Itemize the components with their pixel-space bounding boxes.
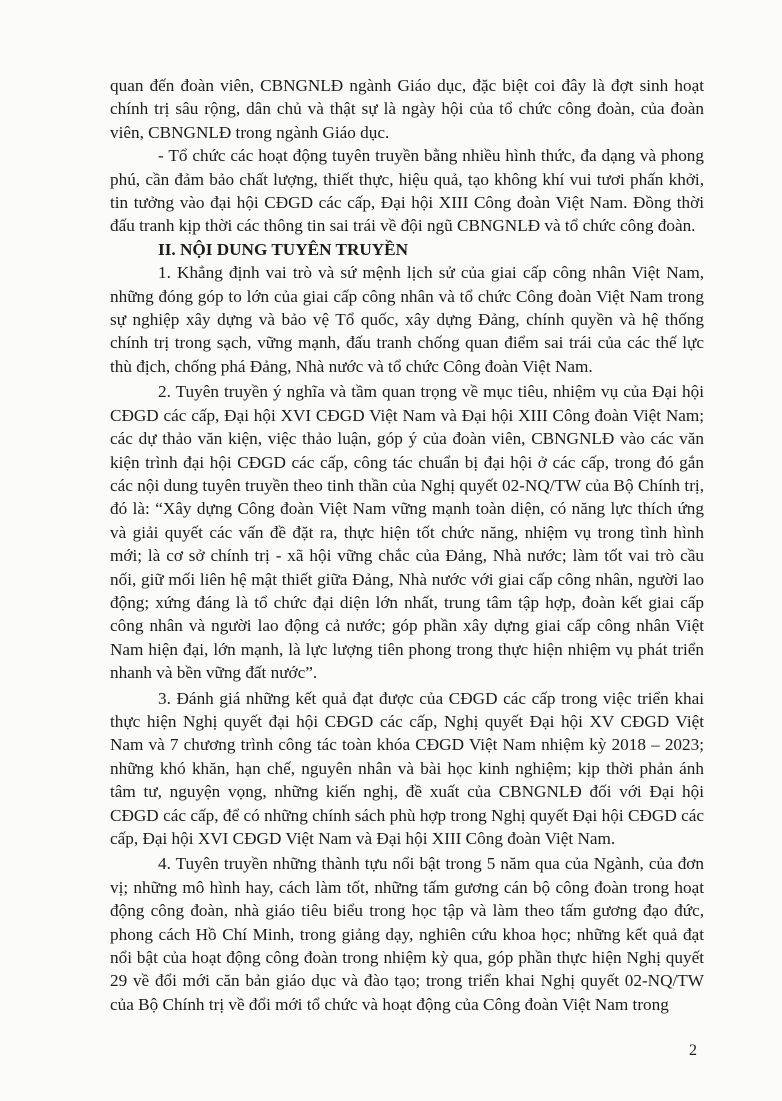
paragraph-continuation: quan đến đoàn viên, CBNGNLĐ ngành Giáo dục, đặc biệt coi đây là đợt sinh hoạt chính trị sâu rộng, dân chủ và thật sự là ngày hội của tổ chức công đoàn, của đoàn viên, CBNGNLĐ trong ngành Giáo dục. (110, 76, 704, 142)
paragraph-item-3: 3. Đánh giá những kết quả đạt được của CĐGD các cấp trong việc triển khai thực hiện Nghị quyết đại hội CĐGD các cấp, Nghị quyết Đại hội XV CĐGD Việt Nam và 7 chương trình công tác toàn khóa CĐGD Việt Nam nhiệm kỳ 2018 – 2023; những khó khăn, hạn chế, nguyên nhân và bài học kinh nghiệm; kịp thời phản ánh tâm tư, nguyện vọng, những kiến nghị, đề xuất của CBNGNLĐ đối với Đại hội CĐGD các cấp, để có những chính sách phù hợp trong Nghị quyết Đại hội CĐGD các cấp, Đại hội XVI CĐGD Việt Nam và Đại hội XIII Công đoàn Việt Nam. (110, 688, 704, 848)
document-body (110, 74, 704, 1016)
page-number: 2 (689, 1042, 697, 1059)
section-heading: II. NỘI DUNG TUYÊN TRUYỀN (158, 239, 409, 259)
paragraph-item-4: 4. Tuyên truyền những thành tựu nổi bật trong 5 năm qua của Ngành, của đơn vị; những mô hình hay, cách làm tốt, những tấm gương cán bộ công đoàn trong hoạt động công đoàn, nhà giáo tiêu biểu trong học tập và làm theo tấm gương đạo đức, phong cách Hồ Chí Minh, trong giảng dạy, nghiên cứu khoa học; những kết quả đạt nổi bật của hoạt động công đoàn trong nhiệm kỳ qua, góp phần thực hiện Nghị quyết 29 về đổi mới căn bản giáo dục và đào tạo; trong triển khai Nghị quyết 02-NQ/TW của Bộ Chính trị về đổi mới tổ chức và hoạt động của Công đoàn Việt Nam trong (110, 854, 704, 1014)
paragraph-item-1: 1. Khẳng định vai trò và sứ mệnh lịch sử của giai cấp công nhân Việt Nam, những đóng góp to lớn của giai cấp công nhân và tổ chức Công đoàn Việt Nam trong sự nghiệp xây dựng và bảo vệ Tổ quốc, xây dựng Đảng, chính quyền và hệ thống chính trị trong sạch, vững mạnh, đấu tranh chống quan điểm sai trái của các thế lực thù địch, chống phá Đảng, Nhà nước và tổ chức Công đoàn Việt Nam. (110, 263, 704, 376)
paragraph-propaganda-activities: - Tổ chức các hoạt động tuyên truyền bằng nhiều hình thức, đa dạng và phong phú, cần đảm bảo chất lượng, thiết thực, hiệu quả, tạo không khí vui tươi phấn khởi, tin tưởng vào đại hội CĐGD các cấp, Đại hội XIII Công đoàn Việt Nam. Đồng thời đấu tranh kịp thời các thông tin sai trái về đội ngũ CBNGNLĐ và tổ chức công đoàn. (110, 146, 704, 236)
paragraph-item-2: 2. Tuyên truyền ý nghĩa và tầm quan trọng về mục tiêu, nhiệm vụ của Đại hội CĐGD các cấp, Đại hội XVI CĐGD Việt Nam và Đại hội XIII Công đoàn Việt Nam; các dự thảo văn kiện, việc thảo luận, góp ý của đoàn viên, CBNGNLĐ vào các văn kiện trình đại hội CĐGD các cấp, công tác chuẩn bị đại hội ở các cấp, trong đó gắn các nội dung tuyên truyền theo tinh thần của Nghị quyết 02-NQ/TW của Bộ Chính trị, đó là: “Xây dựng Công đoàn Việt Nam vững mạnh toàn diện, có năng lực thích ứng và giải quyết các vấn đề đặt ra, thực hiện tốt chức năng, nhiệm vụ trong tình hình mới; là cơ sở chính trị - xã hội vững chắc của Đảng, Nhà nước; làm tốt vai trò cầu nối, giữ mối liên hệ mật thiết giữa Đảng, Nhà nước với giai cấp công nhân, người lao động; xứng đáng là tổ chức đại diện lớn nhất, trung tâm tập hợp, đoàn kết giai cấp công nhân và người lao động cả nước; góp phần xây dựng giai cấp công nhân Việt Nam hiện đại, lớn mạnh, là lực lượng tiên phong trong thực hiện nhiệm vụ phát triển nhanh và bền vững đất nước”. (110, 382, 704, 683)
